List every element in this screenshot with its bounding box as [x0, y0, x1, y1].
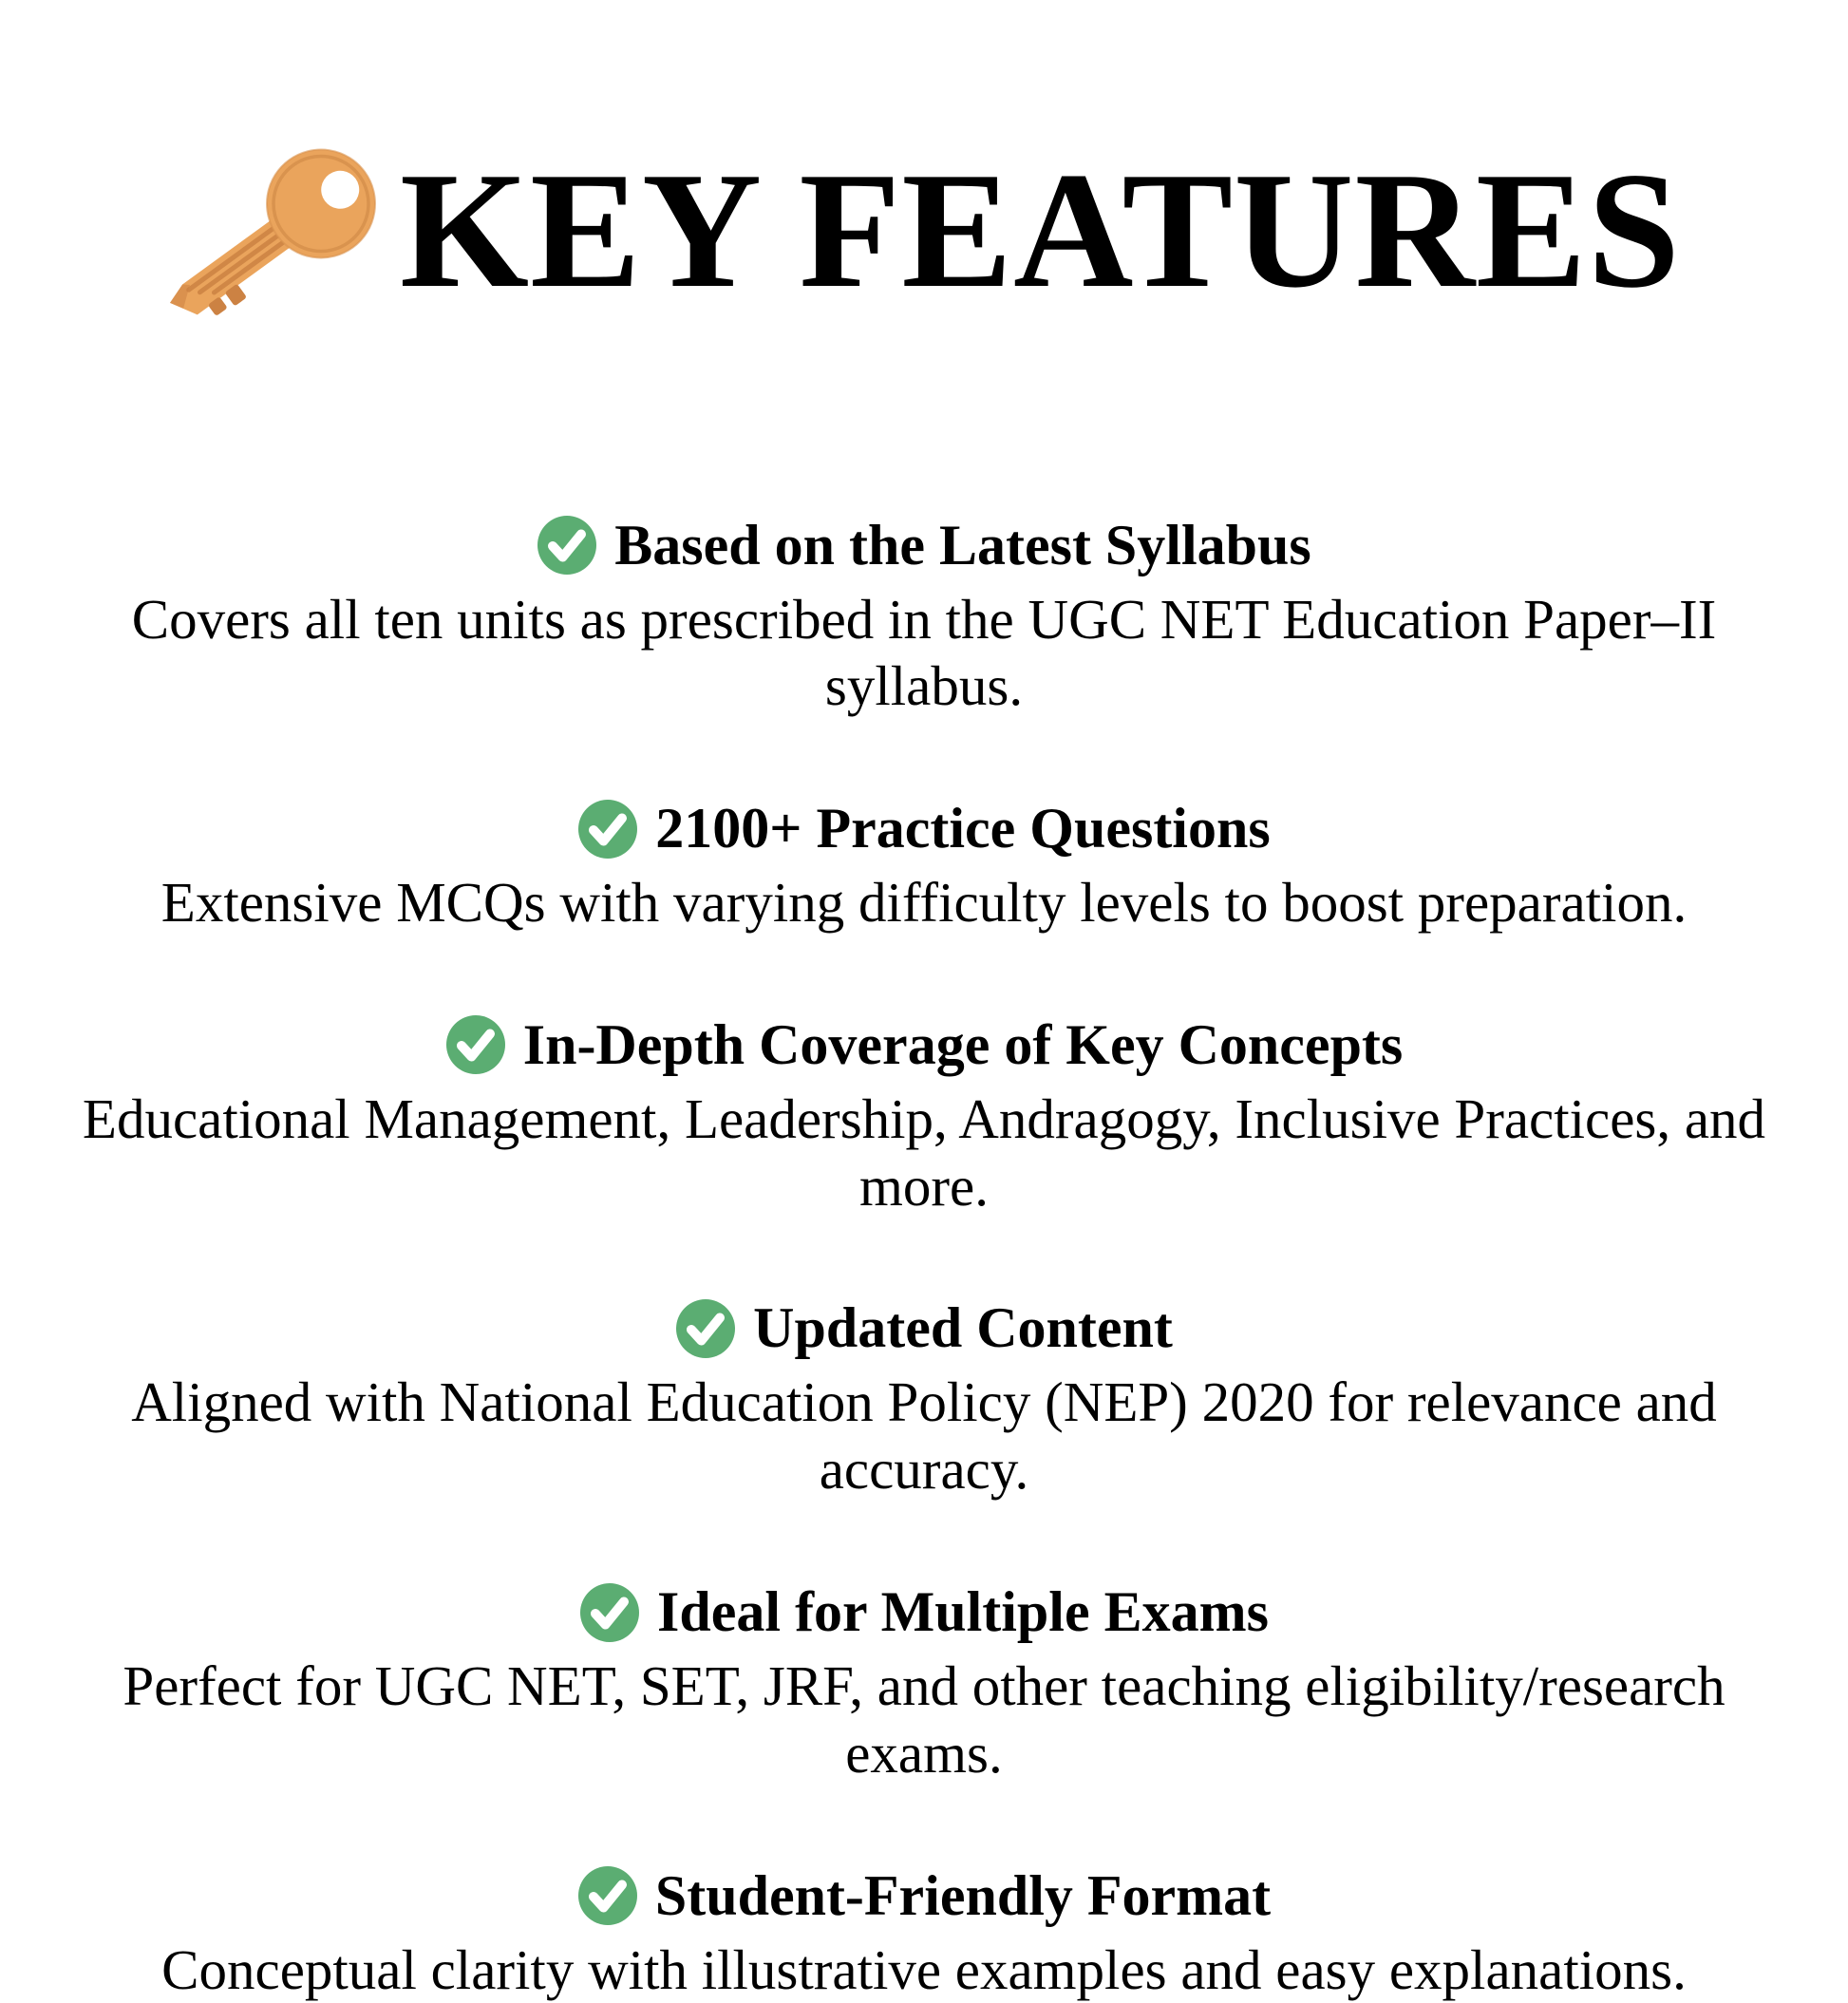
feature-heading-text: In-Depth Coverage of Key Concepts: [523, 1012, 1404, 1078]
feature-description: Aligned with National Education Policy (NEP) 2020 for relevance and accuracy.: [60, 1369, 1788, 1503]
feature-heading: [0, 1863, 1848, 1929]
key-icon: [167, 142, 390, 332]
header: [0, 36, 1848, 425]
check-circle-icon: [537, 515, 597, 576]
feature-heading-text: Student-Friendly Format: [655, 1863, 1271, 1929]
feature-heading-text: Based on the Latest Syllabus: [614, 513, 1311, 578]
feature-practice-questions: [0, 796, 1848, 936]
check-circle-icon: [577, 799, 638, 860]
feature-key-concepts: [0, 1012, 1848, 1220]
feature-heading-text: 2100+ Practice Questions: [655, 796, 1270, 861]
feature-description: Extensive MCQs with varying difficulty levels to boost preparation.: [60, 869, 1788, 936]
feature-heading: [0, 1012, 1848, 1078]
feature-heading: [0, 1295, 1848, 1361]
feature-latest-syllabus: [0, 513, 1848, 721]
feature-heading: [0, 796, 1848, 861]
feature-student-friendly: [0, 1863, 1848, 2003]
feature-heading-text: Ideal for Multiple Exams: [657, 1579, 1269, 1645]
feature-updated-content: [0, 1295, 1848, 1503]
feature-description: Educational Management, Leadership, Andragogy, Inclusive Practices, and more.: [60, 1086, 1788, 1220]
feature-list: [0, 513, 1848, 2003]
feature-heading: [0, 513, 1848, 578]
feature-description: Covers all ten units as prescribed in the UGC NET Education Paper–II syllabus.: [60, 586, 1788, 721]
feature-heading-text: Updated Content: [753, 1295, 1173, 1361]
check-circle-icon: [577, 1865, 638, 1926]
check-circle-icon: [445, 1014, 506, 1075]
check-circle-icon: [675, 1298, 736, 1359]
feature-description: Perfect for UGC NET, SET, JRF, and other teaching eligibility/research exams.: [60, 1653, 1788, 1787]
feature-heading: [0, 1579, 1848, 1645]
feature-multiple-exams: [0, 1579, 1848, 1787]
page-title: KEY FEATURES: [400, 147, 1681, 313]
check-circle-icon: [579, 1582, 640, 1643]
feature-description: Conceptual clarity with illustrative examples and easy explanations.: [60, 1937, 1788, 2003]
